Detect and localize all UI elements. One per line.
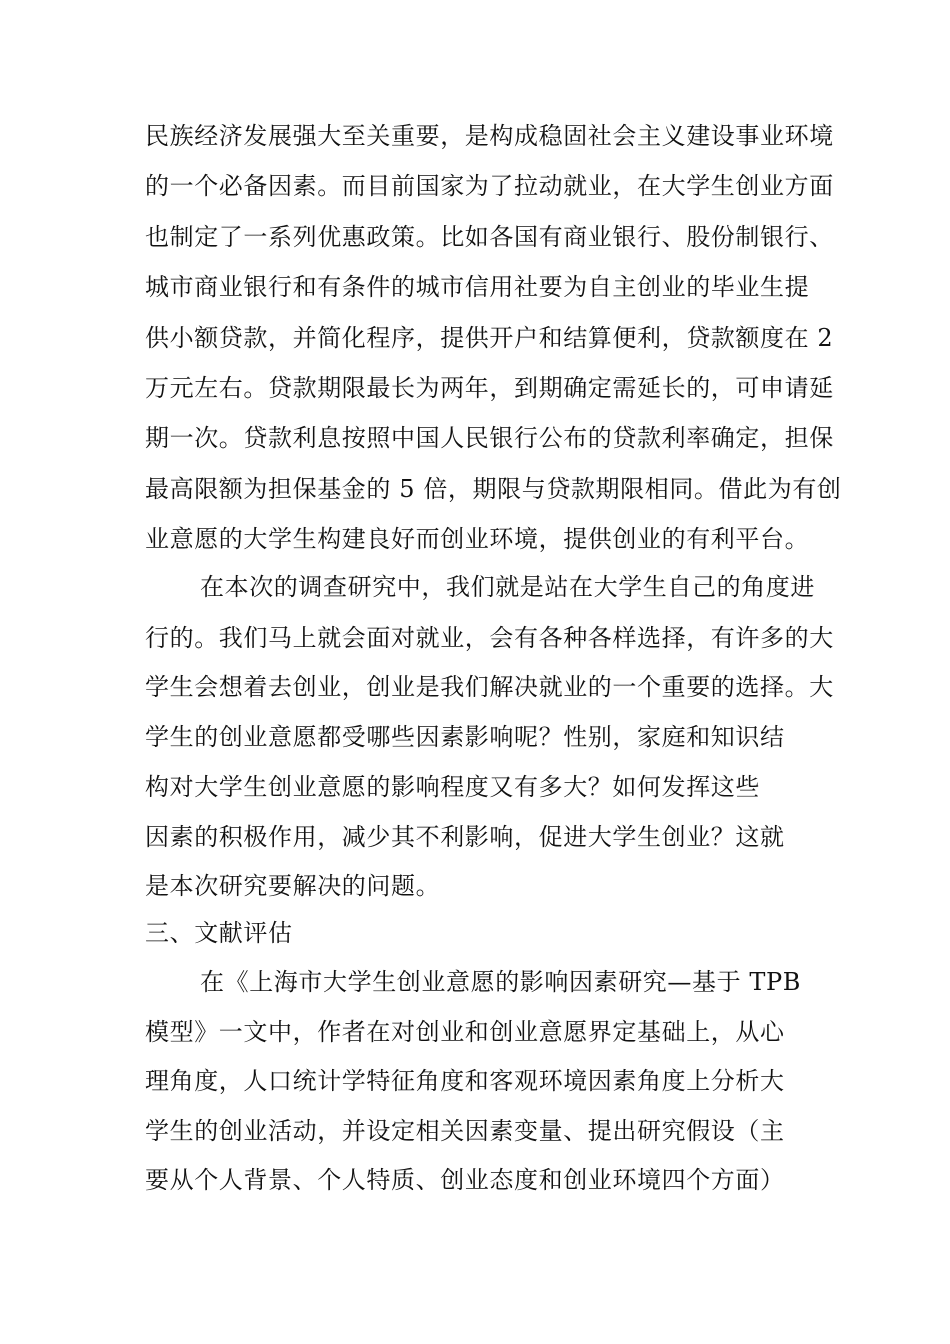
paragraph-line: 万元左右。贷款期限最长为两年，到期确定需延长的，可申请延 (145, 374, 834, 402)
paragraph-line: 构对大学生创业意愿的影响程度又有多大？如何发挥这些 (145, 773, 760, 801)
paragraph-line: 也制定了一系列优惠政策。比如各国有商业银行、股份制银行、 (145, 223, 834, 251)
paragraph-line: 供小额贷款，并简化程序，提供开户和结算便利，贷款额度在 2 (145, 324, 834, 352)
paragraph-line: 最高限额为担保基金的 5 倍，期限与贷款期限相同。借此为有创 (145, 475, 842, 503)
paragraph-line: 行的。我们马上就会面对就业，会有各种各样选择，有许多的大 (145, 624, 834, 652)
paragraph-line: 学生会想着去创业，创业是我们解决就业的一个重要的选择。大 (145, 673, 834, 701)
paragraph-line: 要从个人背景、个人特质、创业态度和创业环境四个方面） (145, 1166, 785, 1194)
paragraph-line: 在本次的调查研究中，我们就是站在大学生自己的角度进 (200, 573, 815, 601)
section-heading: 三、文献评估 (145, 919, 293, 947)
paragraph-line: 是本次研究要解决的问题。 (145, 872, 441, 900)
paragraph-line: 在《上海市大学生创业意愿的影响因素研究—基于 TPB (200, 968, 802, 996)
paragraph-line: 学生的创业意愿都受哪些因素影响呢？性别，家庭和知识结 (145, 723, 785, 751)
paragraph-line: 的一个必备因素。而目前国家为了拉动就业，在大学生创业方面 (145, 172, 834, 200)
paragraph-line: 因素的积极作用，减少其不利影响，促进大学生创业？这就 (145, 823, 785, 851)
paragraph-line: 民族经济发展强大至关重要，是构成稳固社会主义建设事业环境 (145, 122, 834, 150)
paragraph-line: 业意愿的大学生构建良好而创业环境，提供创业的有利平台。 (145, 525, 810, 553)
paragraph-line: 理角度，人口统计学特征角度和客观环境因素角度上分析大 (145, 1067, 785, 1095)
paragraph-line: 城市商业银行和有条件的城市信用社要为自主创业的毕业生提 (145, 273, 810, 301)
paragraph-line: 期一次。贷款利息按照中国人民银行公布的贷款利率确定，担保 (145, 424, 834, 452)
paragraph-line: 学生的创业活动，并设定相关因素变量、提出研究假设（主 (145, 1117, 785, 1145)
paragraph-line: 模型》一文中，作者在对创业和创业意愿界定基础上，从心 (145, 1018, 785, 1046)
